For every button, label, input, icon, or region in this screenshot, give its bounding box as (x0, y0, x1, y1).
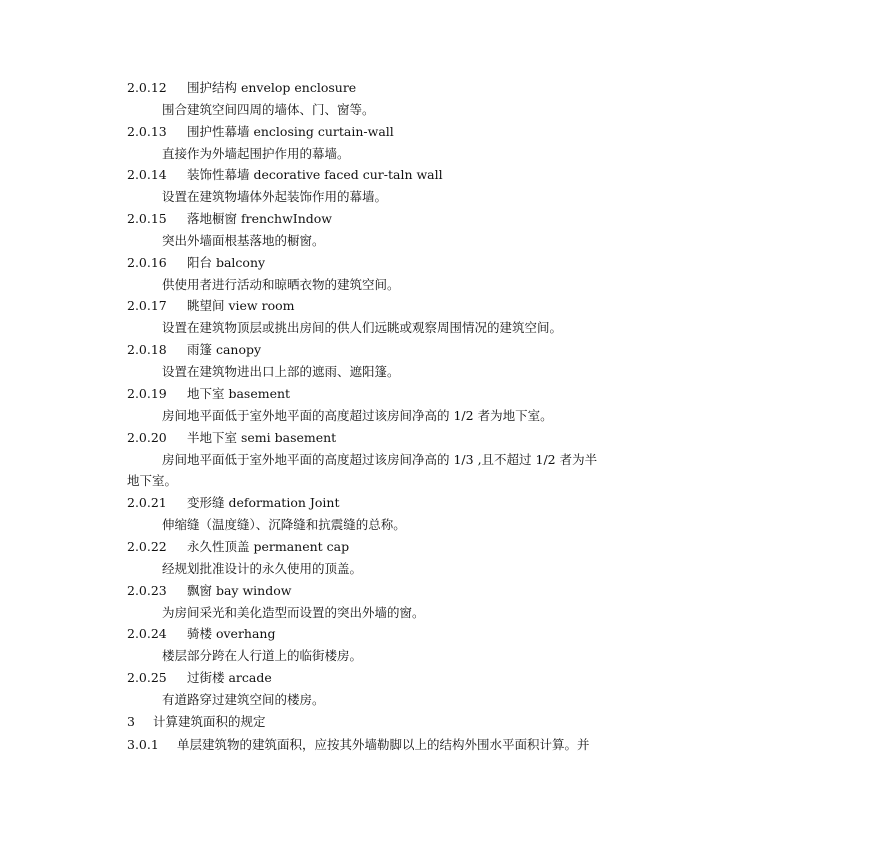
entry-heading: 2.0.25 过街楼 arcade (127, 670, 272, 685)
entry-heading: 2.0.16 阳台 balcony (127, 255, 266, 270)
entry-heading: 2.0.18 雨篷 canopy (127, 342, 262, 357)
entry-heading: 2.0.22 永久性顶盖 permanent cap (127, 539, 350, 554)
entry-heading: 2.0.24 骑楼 overhang (127, 626, 276, 641)
entry-definition: 设置在建筑物顶层或挑出房间的供人们远眺或观察周围情况的建筑空间。 (162, 320, 563, 335)
entry-definition: 设置在建筑物进出口上部的遮雨、遮阳篷。 (162, 364, 400, 379)
entry-definition: 伸缩缝（温度缝）、沉降缝和抗震缝的总称。 (162, 517, 406, 532)
entry-heading: 2.0.15 落地橱窗 frenchwIndow (127, 211, 332, 226)
entry-heading: 2.0.13 围护性幕墙 enclosing curtain-wall (127, 124, 394, 139)
entry-definition: 供使用者进行活动和晾晒衣物的建筑空间。 (162, 277, 400, 292)
entry-definition: 房间地平面低于室外地平面的高度超过该房间净高的 1/2 者为地下室。 (162, 408, 553, 423)
entry-definition: 设置在建筑物墙体外起装饰作用的幕墙。 (162, 189, 388, 204)
entry-definition: 为房间采光和美化造型而设置的突出外墙的窗。 (162, 605, 425, 620)
entry-definition: 突出外墙面根基落地的橱窗。 (162, 233, 325, 248)
entry-definition: 有道路穿过建筑空间的楼房。 (162, 692, 325, 707)
section-heading: 3 计算建筑面积的规定 (127, 714, 266, 729)
entry-heading: 2.0.19 地下室 basement (127, 386, 291, 401)
entry-definition-continued: 地下室。 (127, 473, 178, 488)
entry-heading: 2.0.21 变形缝 deformation Joint (127, 495, 340, 510)
entry-definition: 楼层部分跨在人行道上的临街楼房。 (162, 648, 363, 663)
entry-heading: 2.0.14 装饰性幕墙 decorative faced cur-taln wall (127, 167, 443, 182)
entry-heading: 2.0.23 飘窗 bay window (127, 583, 292, 598)
entry-definition: 直接作为外墙起围护作用的幕墙。 (162, 146, 350, 161)
entry-heading: 2.0.17 眺望间 view room (127, 298, 295, 313)
entry-definition: 房间地平面低于室外地平面的高度超过该房间净高的 1/3 ,且不超过 1/2 者为半 (162, 452, 598, 467)
entry-definition: 经规划批准设计的永久使用的顶盖。 (162, 561, 363, 576)
clause-text: 3.0.1 单层建筑物的建筑面积，应按其外墙勒脚以上的结构外围水平面积计算。并 (127, 737, 590, 752)
entry-heading: 2.0.20 半地下室 semi basement (127, 430, 337, 445)
entry-definition: 围合建筑空间四周的墙体、门、窗等。 (162, 102, 375, 117)
entry-heading: 2.0.12 围护结构 envelop enclosure (127, 80, 357, 95)
